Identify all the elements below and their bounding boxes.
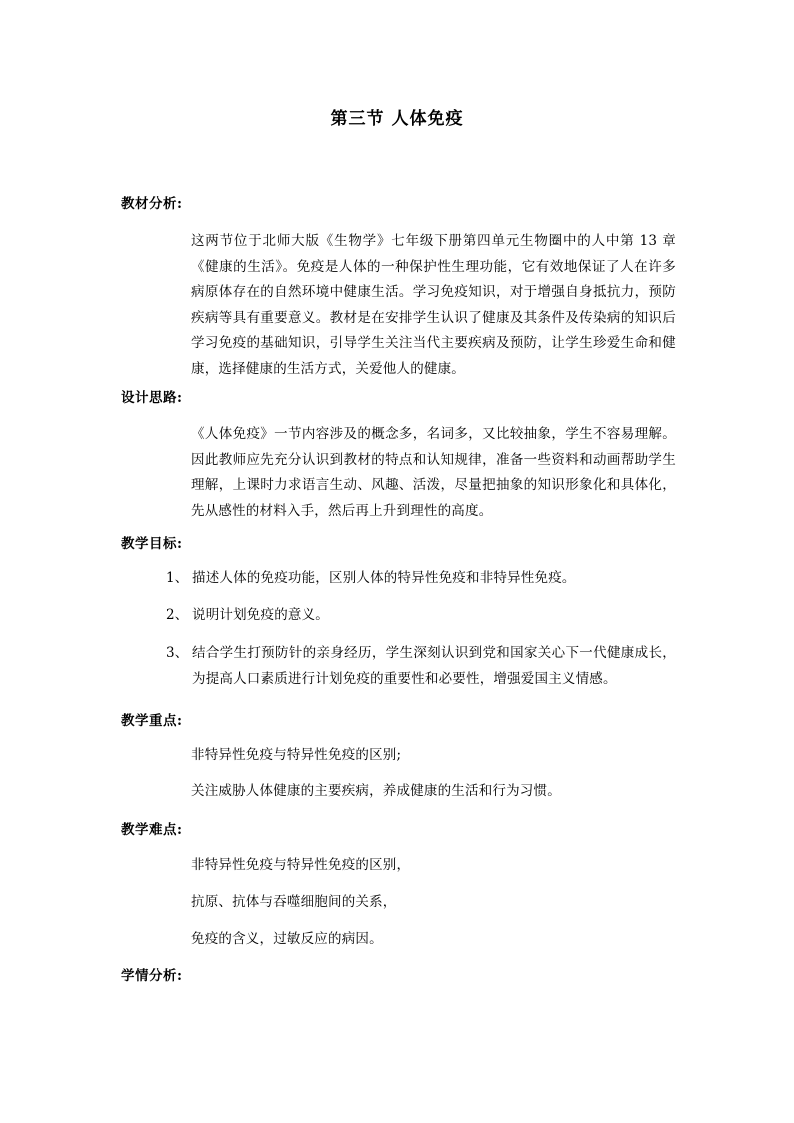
objective-item — [166, 641, 678, 692]
teaching-objectives-heading: 教学目标: — [121, 536, 183, 552]
key-point-line: 关注威胁人体健康的主要疾病，养成健康的生活和行为习惯。 — [191, 783, 561, 799]
material-analysis-heading: 教材分析: — [121, 196, 183, 212]
objective-item — [166, 603, 678, 629]
objective-number: 2、 — [166, 607, 189, 623]
key-point-line: 非特异性免疫与特异性免疫的区别; — [191, 747, 402, 763]
objective-text: 描述人体的免疫功能，区别人体的特异性免疫和非特异性免疫。 — [192, 570, 576, 586]
objective-text: 结合学生打预防针的亲身经历，学生深刻认识到党和国家关心下一代健康成长，为提高人口素质进行计划免疫的重要性和必要性，增强爱国主义情感。 — [192, 645, 676, 687]
learning-analysis-heading: 学情分析: — [121, 968, 183, 984]
teaching-key-points-heading: 教学重点: — [121, 713, 183, 729]
design-idea-heading: 设计思路: — [121, 390, 183, 406]
page-title: 第三节 人体免疫 — [330, 109, 464, 129]
objective-number: 1、 — [166, 570, 189, 586]
objective-text: 说明计划免疫的意义。 — [192, 607, 329, 623]
teaching-difficulties-heading: 教学难点: — [121, 822, 183, 838]
objective-number: 3、 — [166, 645, 189, 661]
difficulty-line: 非特异性免疫与特异性免疫的区别， — [191, 857, 411, 873]
difficulty-line: 免疫的含义，过敏反应的病因。 — [191, 931, 383, 947]
difficulty-line: 抗原、抗体与吞噬细胞间的关系， — [191, 894, 397, 910]
design-idea-text: 《人体免疫》一节内容涉及的概念多，名词多，又比较抽象，学生不容易理解。因此教师应先充分认识到教材的特点和认知规律，准备一些资料和动画帮助学生理解，上课时力求语言生动、风趣、活泼，尽量把抽象的知识形象化和具体化，先从感性的材料入手，然后再上升到理性的高度。 — [191, 426, 676, 519]
objective-item — [166, 566, 678, 592]
material-analysis-text: 这两节位于北师大版《生物学》七年级下册第四单元生物圈中的人中第 13 章《健康的生活》。免疫是人体的一种保护性生理功能，它有效地保证了人在许多病原体存在的自然环境中健康生活。学习免疫知识，对于增强自身抵抗力，预防疾病等具有重要意义。教材是在安排学生认识了健康及其条件及传染病的知识后学习免疫的基础知识，引导学生关注当代主要疾病及预防，让学生珍爱生命和健康，选择健康的生活方式，关爱他人的健康。 — [191, 233, 676, 377]
